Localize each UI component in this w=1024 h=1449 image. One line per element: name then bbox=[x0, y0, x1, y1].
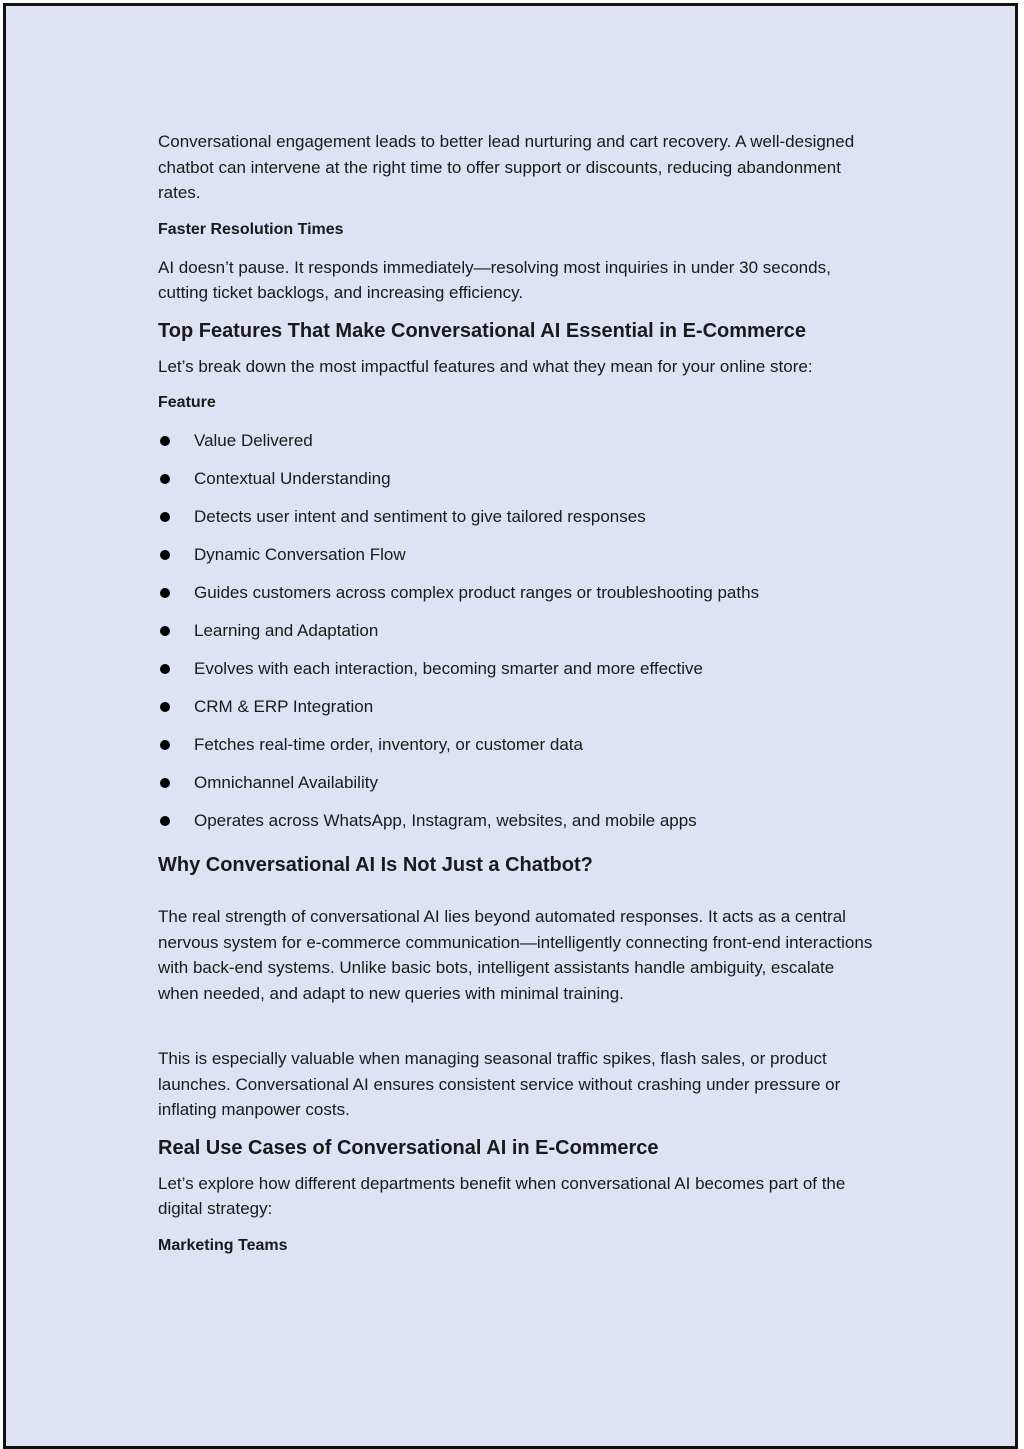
list-item bbox=[158, 694, 878, 732]
list-item bbox=[158, 504, 878, 542]
why-not-chatbot-paragraph-1: The real strength of conversational AI lies beyond automated responses. It acts as a central nervous system for e-commerce communication—intelligently connecting front-end interactions with back-end systems. Unlike basic bots, intelligent assistants handle ambiguity, escalate when needed, and adapt to new queries with minimal training. bbox=[158, 907, 873, 1003]
list-item-text: Learning and Adaptation bbox=[194, 621, 379, 640]
bullet-icon bbox=[160, 550, 170, 560]
faster-resolution-text: AI doesn’t pause. It responds immediately—resolving most inquiries in under 30 seconds, cutting ticket backlogs, and increasing efficiency. bbox=[158, 257, 831, 302]
top-features-heading: Top Features That Make Conversational AI Essential in E-Commerce bbox=[158, 319, 806, 342]
bullet-icon bbox=[160, 512, 170, 522]
bullet-icon bbox=[160, 816, 170, 826]
list-item bbox=[158, 580, 878, 618]
use-cases-intro: Let’s explore how different departments benefit when conversational AI becomes part of the digital strategy: bbox=[158, 1173, 846, 1218]
list-item-text: CRM & ERP Integration bbox=[194, 697, 374, 716]
faster-resolution-heading: Faster Resolution Times bbox=[158, 220, 344, 238]
bullet-icon bbox=[160, 436, 170, 446]
top-features-intro: Let’s break down the most impactful features and what they mean for your online store: bbox=[158, 356, 813, 376]
document-body bbox=[158, 129, 878, 1271]
list-item bbox=[158, 770, 878, 808]
list-item bbox=[158, 542, 878, 580]
bullet-icon bbox=[160, 778, 170, 788]
feature-list-heading: Feature bbox=[158, 394, 216, 411]
list-item-text: Evolves with each interaction, becoming smarter and more effective bbox=[194, 659, 703, 678]
why-not-chatbot-heading: Why Conversational AI Is Not Just a Chatbot? bbox=[158, 854, 593, 876]
list-item-text: Value Delivered bbox=[194, 431, 313, 450]
list-item bbox=[158, 428, 878, 466]
list-item bbox=[158, 732, 878, 770]
list-item bbox=[158, 618, 878, 656]
list-item-text: Guides customers across complex product ranges or troubleshooting paths bbox=[194, 583, 760, 602]
list-item bbox=[158, 656, 878, 694]
bullet-icon bbox=[160, 702, 170, 712]
bullet-icon bbox=[160, 626, 170, 636]
list-item-text: Dynamic Conversation Flow bbox=[194, 545, 406, 564]
bullet-icon bbox=[160, 588, 170, 598]
feature-list bbox=[158, 428, 878, 846]
list-item bbox=[158, 808, 878, 846]
list-item-text: Detects user intent and sentiment to give tailored responses bbox=[194, 507, 646, 526]
list-item-text: Omnichannel Availability bbox=[194, 773, 378, 792]
why-not-chatbot-paragraph-2: This is especially valuable when managing seasonal traffic spikes, flash sales, or product launches. Conversational AI ensures consistent service without crashing under pressure or inflating manpower costs. bbox=[158, 1049, 841, 1119]
use-cases-heading: Real Use Cases of Conversational AI in E-Commerce bbox=[158, 1136, 659, 1159]
marketing-teams-heading: Marketing Teams bbox=[158, 1236, 288, 1254]
document-page bbox=[3, 3, 1018, 1449]
list-item-text: Fetches real-time order, inventory, or customer data bbox=[194, 735, 583, 754]
list-item-text: Contextual Understanding bbox=[194, 469, 391, 488]
bullet-icon bbox=[160, 664, 170, 674]
list-item bbox=[158, 466, 878, 504]
bullet-icon bbox=[160, 474, 170, 484]
list-item-text: Operates across WhatsApp, Instagram, websites, and mobile apps bbox=[194, 811, 697, 830]
intro-paragraph: Conversational engagement leads to better lead nurturing and cart recovery. A well-designed chatbot can intervene at the right time to offer support or discounts, reducing abandonment rates. bbox=[158, 132, 855, 202]
bullet-icon bbox=[160, 740, 170, 750]
